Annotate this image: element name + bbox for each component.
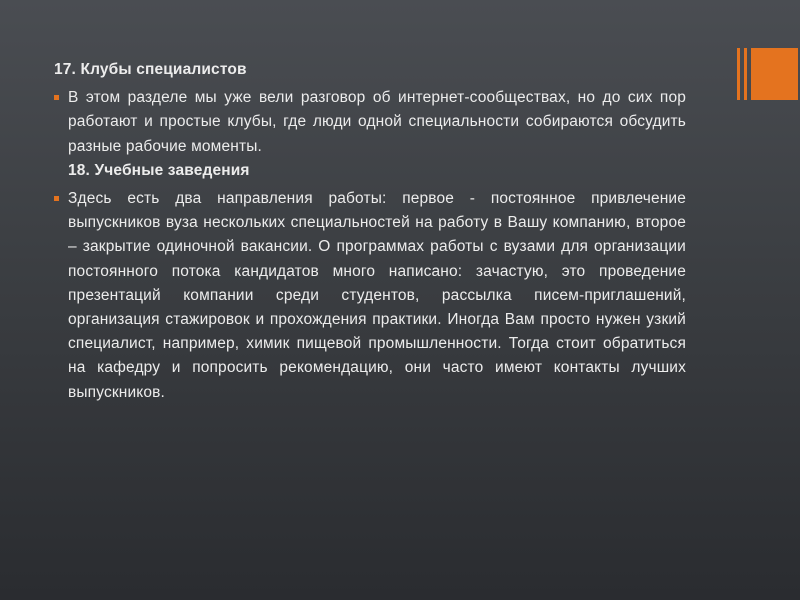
bullet-marker-icon: [54, 196, 59, 201]
section-heading-universities: 18. Учебные заведения: [68, 161, 250, 179]
accent-bar-thin-1: [737, 48, 740, 100]
bullet-clubs-text: В этом разделе мы уже вели разговор об интернет-сообществах, но до сих пор работают и простые клубы, где люди одной специальности собираются обсудить разные рабочие моменты.: [68, 89, 686, 155]
bullet-marker-icon: [54, 95, 59, 100]
slide-content: [54, 58, 686, 405]
bullet-universities: [54, 187, 686, 405]
bullet-universities-text: Здесь есть два направления работы: первое - постоянное привлечение выпускников вуза нескольких специальностей на работу в Вашу компанию, второе – закрытие одиночной вакансии. О программах работы с вузами для организации постоянного потока кандидатов много написано: зачастую, это проведение презентаций компании среди студентов, рассылка писем-приглашений, организация стажировок и прохождения практики. Иногда Вам просто нужен узкий специалист, например, химик пищевой промышленности. Тогда стоит обратиться на кафедру и попросить рекомендацию, они часто имеют контакты лучших выпускников.: [68, 190, 686, 401]
accent-bar-thin-2: [744, 48, 747, 100]
bullet-clubs: [54, 86, 686, 183]
accent-bar-block: [751, 48, 798, 100]
section-heading-clubs: 17. Клубы специалистов: [54, 61, 247, 78]
